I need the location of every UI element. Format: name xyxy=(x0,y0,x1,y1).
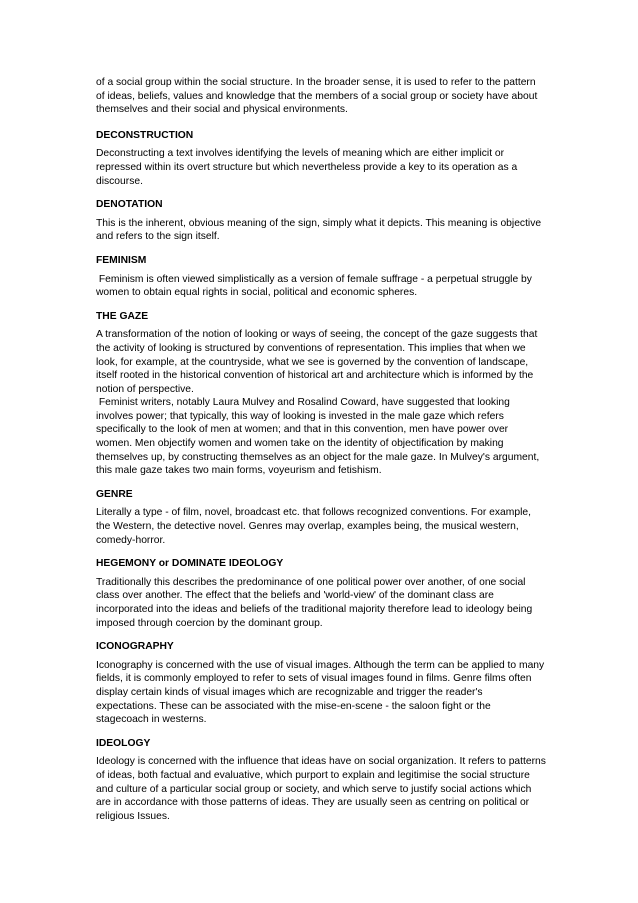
definition-paragraph: Deconstructing a text involves identifying the levels of meaning which are either implicit or repressed within its overt structure but which nevertheless provide a key to its operation as a discourse. xyxy=(96,148,518,187)
definition-paragraph: A transformation of the notion of looking or ways of seeing, the concept of the gaze suggests that the activity of looking is structured by conventions of representation. This implies that when we look, for example, at the countryside, what we see is governed by the convention of landscape, itself rooted in the historical convention of historical art and architecture which is informed by the notion of perspective. xyxy=(96,329,538,395)
entry-definition xyxy=(96,147,546,188)
glossary-entry-iconography xyxy=(96,640,546,727)
definition-paragraph: Traditionally this describes the predominance of one political power over another, of one social class over another. The effect that the beliefs and 'world-view' of the dominant class are incorporated into the ideas and beliefs of the traditional majority therefore lead to ideology being imposed through coercion by the dominant group. xyxy=(96,576,533,629)
entry-term: DECONSTRUCTION xyxy=(96,129,194,141)
glossary-entry-ideology xyxy=(96,737,546,824)
glossary-entry-genre xyxy=(96,488,546,547)
glossary-entry-deconstruction xyxy=(96,129,546,188)
entry-definition xyxy=(96,755,546,823)
entry-definition xyxy=(96,217,546,244)
glossary-entry-the-gaze xyxy=(96,310,546,478)
document-page xyxy=(96,76,546,833)
glossary-entry-hegemony xyxy=(96,557,546,630)
entry-term: DENOTATION xyxy=(96,199,163,211)
glossary-entry-feminism xyxy=(96,254,546,300)
entry-term: ICONOGRAPHY xyxy=(96,641,174,653)
definition-paragraph: Ideology is concerned with the influence that ideas have on social organization. It refers to patterns of ideas, both factual and evaluative, which purport to explain and legitimise the social structure and culture of a particular social group or society, and which serve to justify social actions which are in accordance with those patterns of ideas. They are usually seen as centring on political or religious Issues. xyxy=(96,756,546,822)
entry-term: GENRE xyxy=(96,488,133,500)
definition-paragraph: Iconography is concerned with the use of visual images. Although the term can be applied to many fields, it is commonly employed to refer to sets of visual images found in films. Genre films often display certain kinds of visual images which are recognizable and trigger the reader's expectations. These can be associated with the mise-en-scene - the saloon fight or the stagecoach in westerns. xyxy=(96,659,545,726)
entry-term: FEMINISM xyxy=(96,254,147,266)
entry-definition xyxy=(96,273,546,300)
intro-paragraph: of a social group within the social structure. In the broader sense, it is used to refer to the pattern of ideas, beliefs, values and knowledge that the members of a social group or society have about themselves and their social and physical environments. xyxy=(96,77,538,116)
entry-term: HEGEMONY or DOMINATE IDEOLOGY xyxy=(96,558,284,570)
entry-definition xyxy=(96,506,546,547)
definition-paragraph: This is the inherent, obvious meaning of the sign, simply what it depicts. This meaning is objective and refers to the sign itself. xyxy=(96,217,542,243)
entry-definition xyxy=(96,328,546,478)
definition-paragraph: Feminist writers, notably Laura Mulvey and Rosalind Coward, have suggested that looking involves power; that typically, this way of looking is invested in the male gaze which refers specifically to the look of men at women; and that in this convention, men have power over women. Men objectify women and women take on the identity of objectification by making themselves up, by constructing themselves as an object for the male gaze. In Mulvey's argument, this male gaze takes two main forms, voyeurism and fetishism. xyxy=(96,397,543,477)
entry-definition xyxy=(96,659,546,727)
definition-paragraph: Feminism is often viewed simplistically as a version of female suffrage - a perpetual struggle by women to obtain equal rights in social, political and economic spheres. xyxy=(96,273,535,299)
entry-definition xyxy=(96,576,546,630)
entry-term: IDEOLOGY xyxy=(96,737,151,749)
definition-paragraph: Literally a type - of film, novel, broadcast etc. that follows recognized conventions. For example, the Western, the detective novel. Genres may overlap, examples being, the musical western, comedy-horror. xyxy=(96,507,531,546)
entry-term: THE GAZE xyxy=(96,310,149,322)
glossary-entry-denotation xyxy=(96,198,546,244)
